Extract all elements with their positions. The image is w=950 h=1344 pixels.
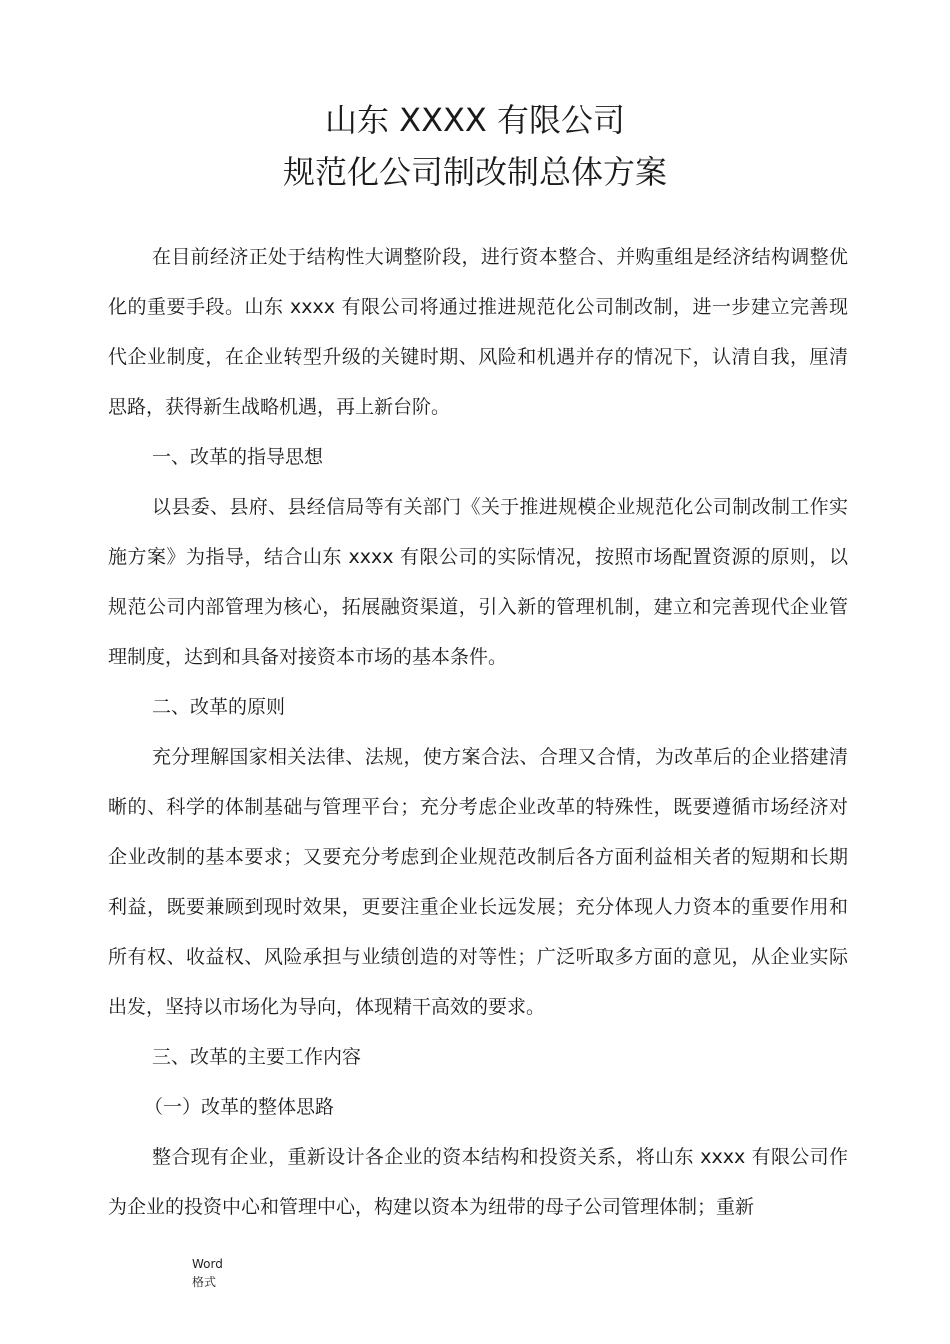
document-title-line2: 规范化公司制改制总体方案 bbox=[282, 153, 667, 191]
document-title-line1: 山东 XXXX 有限公司 bbox=[324, 101, 626, 139]
subsection-heading-overall-approach: （一）改革的整体思路 bbox=[144, 1096, 335, 1118]
section-heading-guiding-thought: 一、改革的指导思想 bbox=[152, 446, 324, 468]
paragraph-overall-approach: 整合现有企业，重新设计各企业的资本结构和投资关系，将山东 xxxx 有限公司作为企业的投资中心和管理中心，构建以资本为纽带的母子公司管理体制；重新 bbox=[108, 1146, 848, 1218]
section-heading-main-work: 三、改革的主要工作内容 bbox=[152, 1046, 362, 1068]
paragraph-intro: 在目前经济正处于结构性大调整阶段，进行资本整合、并购重组是经济结构调整优化的重要手段。山东 xxxx 有限公司将通过推进规范化公司制改制，进一步建立完善现代企业制度，在企业转型升级的关键时期、风险和机遇并存的情况下，认清自我，厘清思路，获得新生战略机遇，再上新台阶。 bbox=[108, 246, 848, 418]
page-footer bbox=[192, 1255, 223, 1291]
document-body bbox=[108, 232, 848, 1232]
section-heading-principles: 二、改革的原则 bbox=[152, 696, 286, 718]
paragraph-principles: 充分理解国家相关法律、法规，使方案合法、合理又合情，为改革后的企业搭建清晰的、科学的体制基础与管理平台；充分考虑企业改革的特殊性，既要遵循市场经济对企业改制的基本要求；又要充分考虑到企业规范改制后各方面利益相关者的短期和长期利益，既要兼顾到现时效果，更要注重企业长远发展；充分体现人力资本的重要作用和所有权、收益权、风险承担与业绩创造的对等性；广泛听取多方面的意见，从企业实际出发，坚持以市场化为导向，体现精干高效的要求。 bbox=[108, 746, 848, 1018]
footer-line1: Word bbox=[192, 1257, 223, 1271]
paragraph-guiding-thought: 以县委、县府、县经信局等有关部门《关于推进规模企业规范化公司制改制工作实施方案》为指导，结合山东 xxxx 有限公司的实际情况，按照市场配置资源的原则，以规范公司内部管理为核心，拓展融资渠道，引入新的管理机制，建立和完善现代企业管理制度，达到和具备对接资本市场的基本条件。 bbox=[108, 496, 848, 668]
footer-line2: 格式 bbox=[192, 1275, 217, 1289]
